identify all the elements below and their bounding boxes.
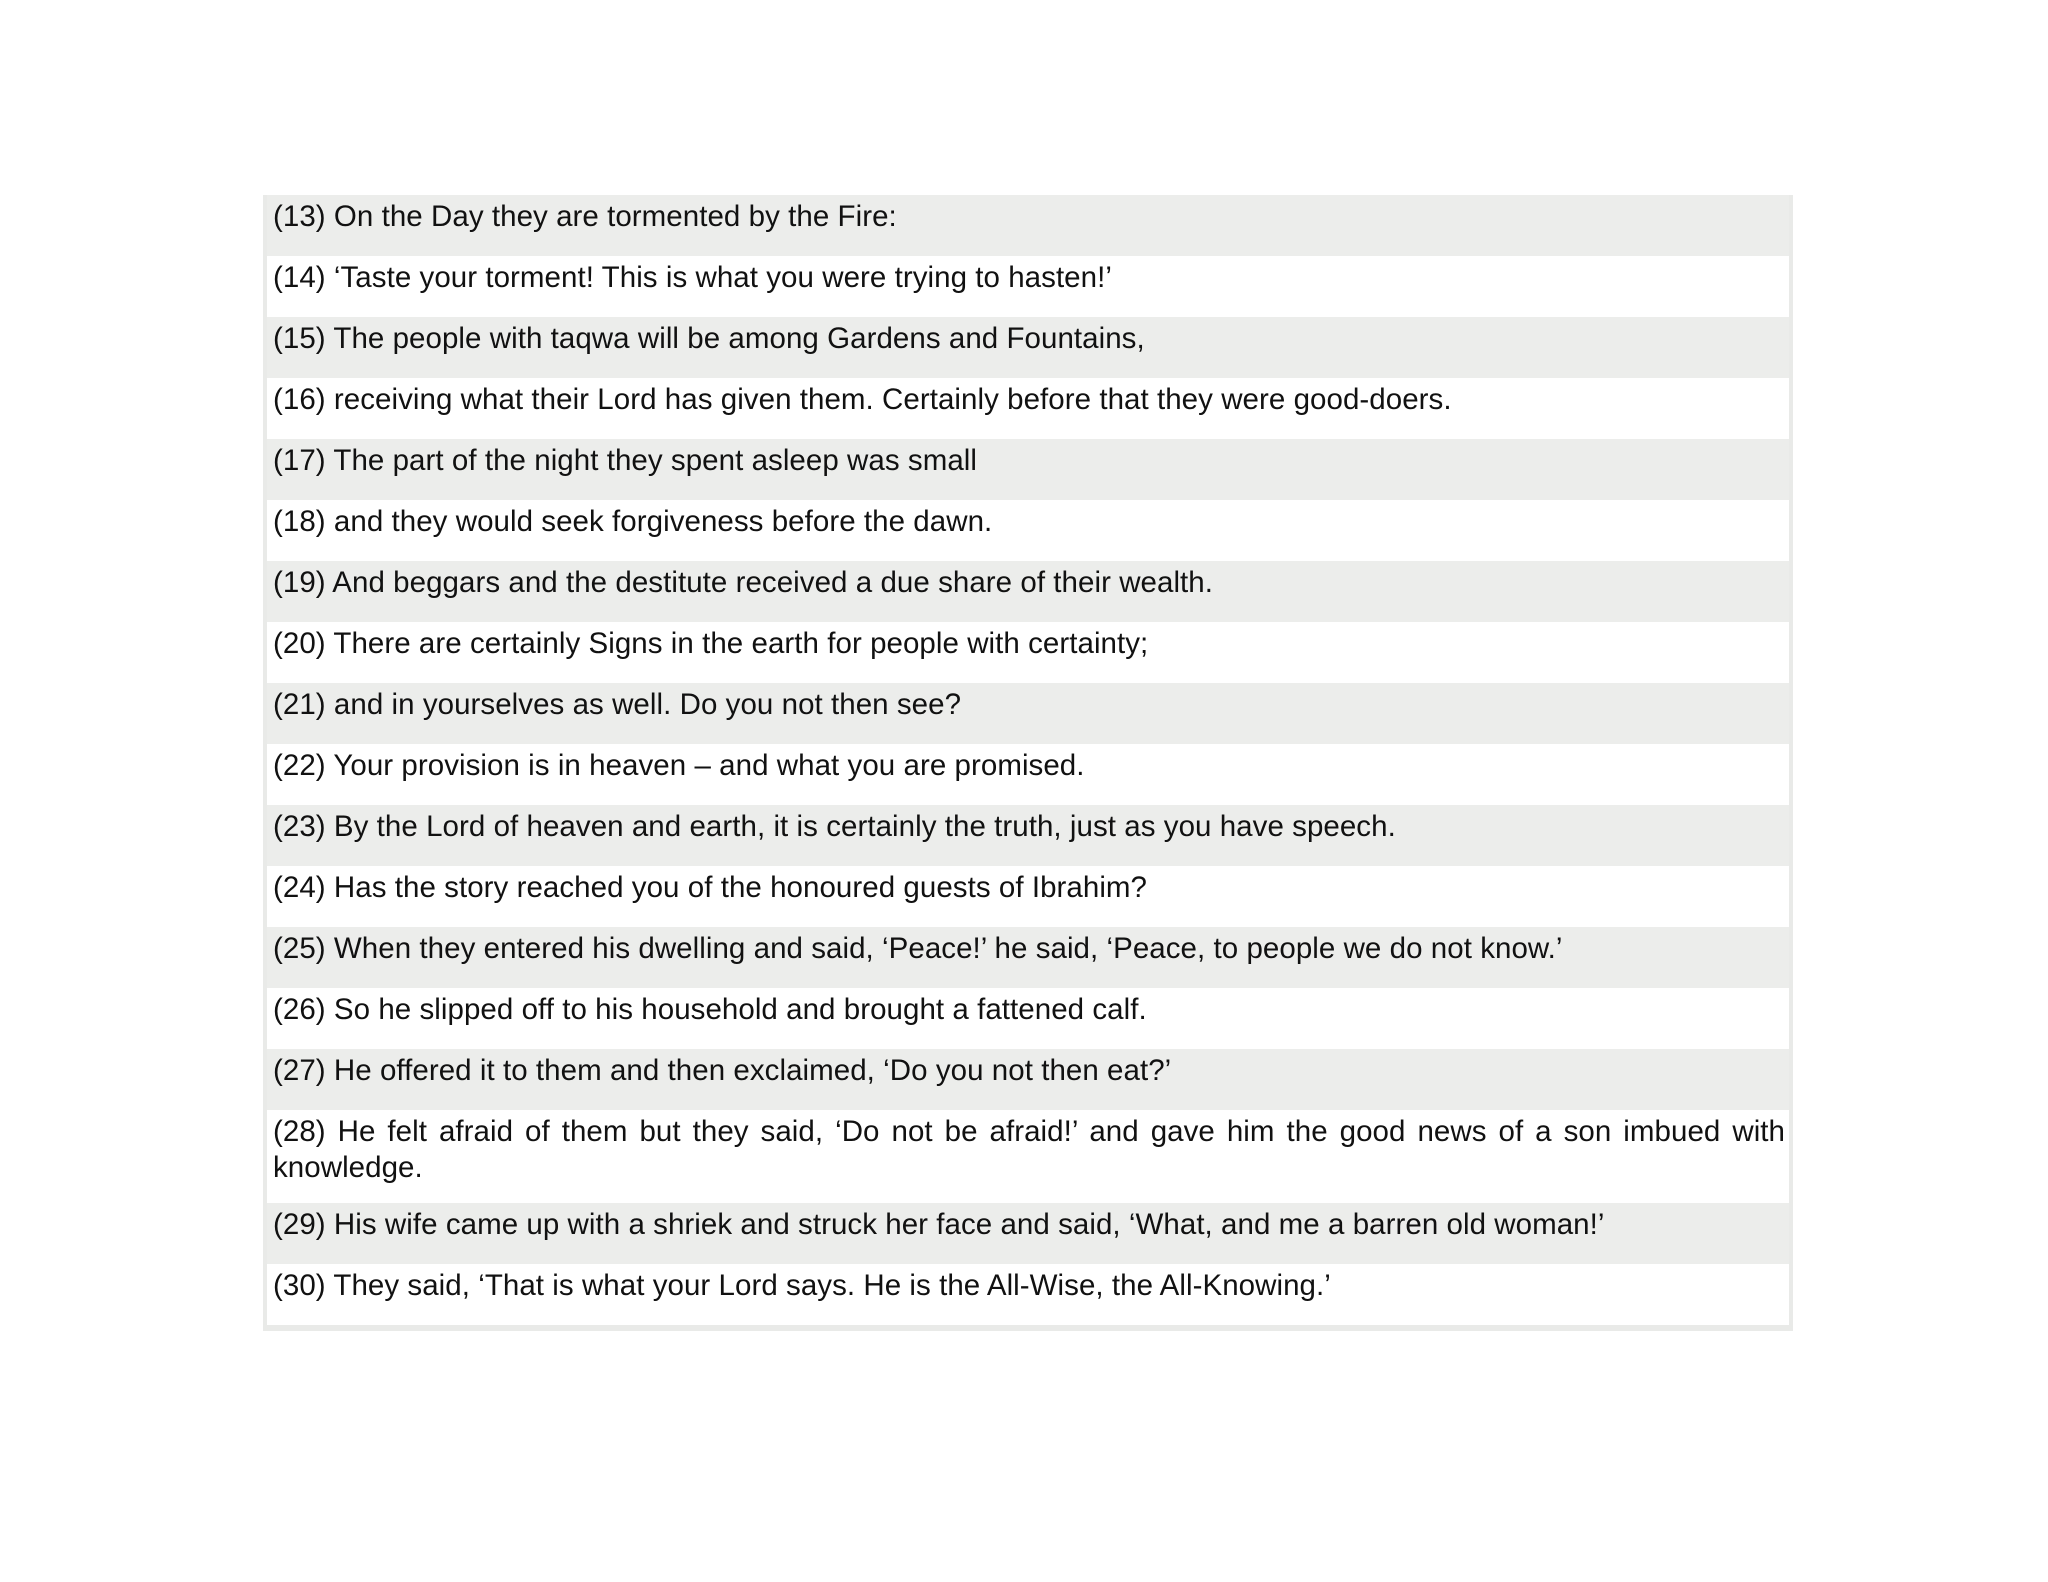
verse-row-20: (20) There are certainly Signs in the earth for people with certainty; xyxy=(267,622,1789,683)
verse-row-30: (30) They said, ‘That is what your Lord says. He is the All-Wise, the All-Knowing.’ xyxy=(267,1264,1789,1325)
verse-row-13: (13) On the Day they are tormented by the Fire: xyxy=(267,195,1789,256)
verse-row-25: (25) When they entered his dwelling and said, ‘Peace!’ he said, ‘Peace, to people we do not know.’ xyxy=(267,927,1789,988)
verse-row-16: (16) receiving what their Lord has given them. Certainly before that they were good-doers. xyxy=(267,378,1789,439)
verse-table xyxy=(263,195,1793,1331)
verse-row-18: (18) and they would seek forgiveness before the dawn. xyxy=(267,500,1789,561)
verse-row-27: (27) He offered it to them and then exclaimed, ‘Do you not then eat?’ xyxy=(267,1049,1789,1110)
verse-row-15: (15) The people with taqwa will be among Gardens and Fountains, xyxy=(267,317,1789,378)
verse-row-23: (23) By the Lord of heaven and earth, it is certainly the truth, just as you have speech. xyxy=(267,805,1789,866)
verse-row-14: (14) ‘Taste your torment! This is what you were trying to hasten!’ xyxy=(267,256,1789,317)
verse-row-21: (21) and in yourselves as well. Do you not then see? xyxy=(267,683,1789,744)
verse-row-26: (26) So he slipped off to his household and brought a fattened calf. xyxy=(267,988,1789,1049)
verse-row-29: (29) His wife came up with a shriek and struck her face and said, ‘What, and me a barren old woman!’ xyxy=(267,1203,1789,1264)
verse-row-24: (24) Has the story reached you of the honoured guests of Ibrahim? xyxy=(267,866,1789,927)
verse-row-17: (17) The part of the night they spent asleep was small xyxy=(267,439,1789,500)
verse-row-22: (22) Your provision is in heaven – and what you are promised. xyxy=(267,744,1789,805)
verse-row-19: (19) And beggars and the destitute received a due share of their wealth. xyxy=(267,561,1789,622)
verse-row-28: (28) He felt afraid of them but they said, ‘Do not be afraid!’ and gave him the good news of a son imbued with knowledge. xyxy=(267,1110,1789,1203)
